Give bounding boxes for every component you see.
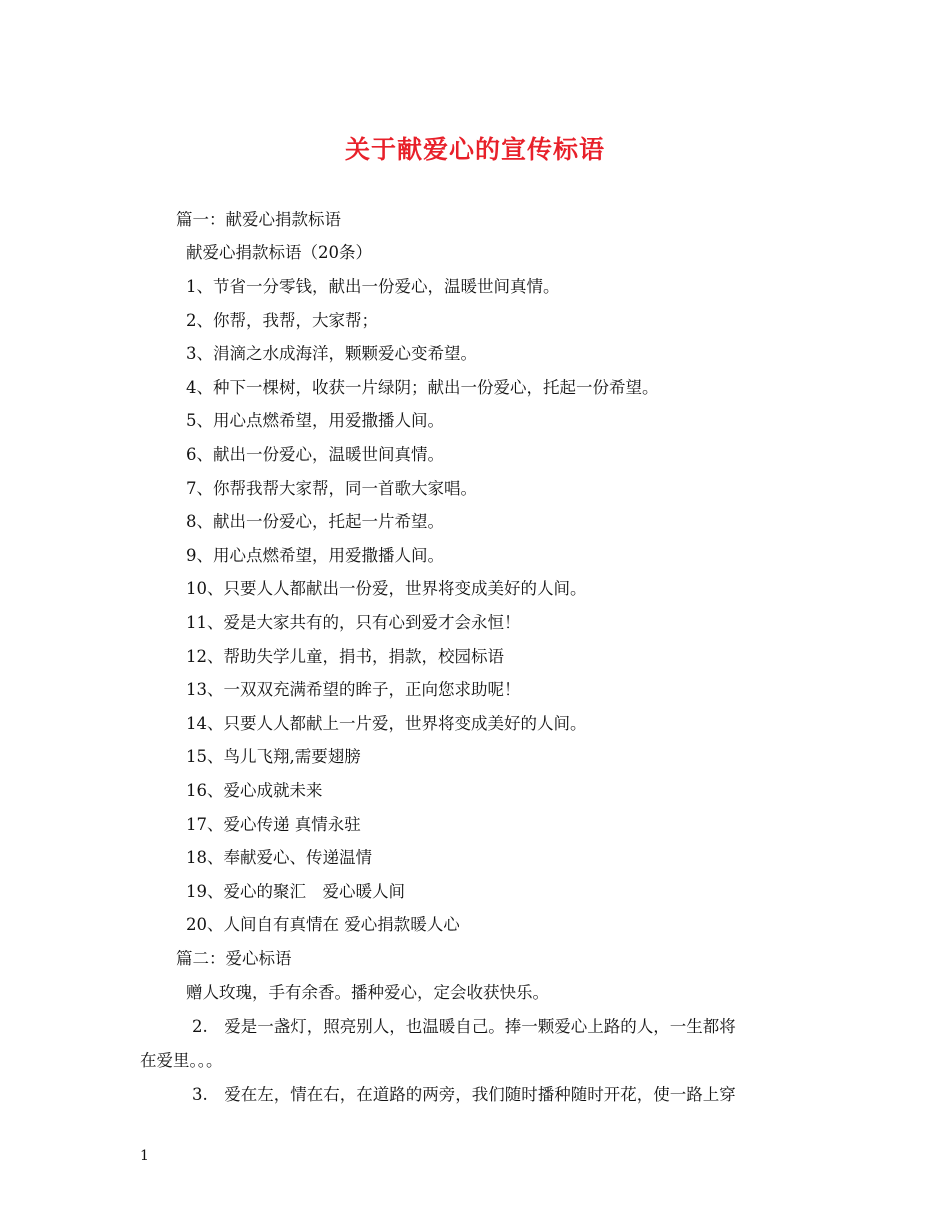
slogan-item: 7、你帮我帮大家帮，同一首歌大家唱。	[186, 478, 477, 498]
slogan-item: 19、爱心的聚汇 爱心暖人间	[186, 881, 405, 901]
slogan-item: 15、鸟儿飞翔,需要翅膀	[186, 747, 361, 767]
slogan-item: 12、帮助失学儿童，捐书，捐款，校园标语	[186, 646, 504, 666]
paragraph-2-line-2: 在爱里。。。	[140, 1051, 223, 1070]
slogan-item: 16、爱心成就未来	[186, 781, 323, 800]
slogan-item: 10、只要人人都献出一份爱，世界将变成美好的人间。	[186, 579, 587, 599]
slogan-item: 8、献出一份爱心，托起一片希望。	[186, 512, 444, 532]
slogan-item: 13、一双双充满希望的眸子，正向您求助呢！	[186, 680, 521, 700]
page-number: 1	[140, 1148, 149, 1164]
slogan-item: 11、爱是大家共有的，只有心到爱才会永恒！	[186, 613, 521, 632]
slogan-item: 18、奉献爱心、传递温情	[186, 848, 372, 868]
paragraph-3-line-1: 3. 爱在左，情在右，在道路的两旁，我们随时播种随时开花，使一路上穿	[192, 1085, 736, 1104]
section-subtitle: 献爱心捐款标语（20条）	[186, 243, 372, 262]
slogan-item: 20、人间自有真情在 爱心捐款暖人心	[186, 915, 460, 935]
paragraph-2-line-1: 2. 爱是一盏灯，照亮别人，也温暖自己。捧一颗爱心上路的人，一生都将	[192, 1017, 736, 1036]
slogan-item: 4、种下一棵树，收获一片绿阴；献出一份爱心，托起一份希望。	[186, 377, 659, 397]
slogan-item: 17、爱心传递 真情永驻	[186, 814, 361, 834]
paragraph-1: 赠人玫瑰，手有余香。播种爱心，定会收获快乐。	[186, 983, 549, 1002]
slogan-item: 3、涓滴之水成海洋，颗颗爱心变希望。	[186, 344, 477, 364]
slogan-item: 14、只要人人都献上一片爱，世界将变成美好的人间。	[186, 713, 587, 733]
slogan-item: 9、用心点燃希望，用爱撒播人间。	[186, 545, 444, 565]
document-title: 关于献爱心的宣传标语	[344, 135, 605, 164]
slogan-item: 6、献出一份爱心，温暖世间真情。	[186, 445, 444, 464]
section-heading-1: 篇一：献爱心捐款标语	[176, 210, 341, 229]
slogan-item: 2、你帮，我帮，大家帮；	[186, 310, 378, 330]
slogan-item: 1、节省一分零钱，献出一份爱心，温暖世间真情。	[186, 277, 560, 296]
slogan-item: 5、用心点燃希望，用爱撒播人间。	[186, 411, 444, 431]
section-heading-2: 篇二：爱心标语	[176, 949, 292, 968]
